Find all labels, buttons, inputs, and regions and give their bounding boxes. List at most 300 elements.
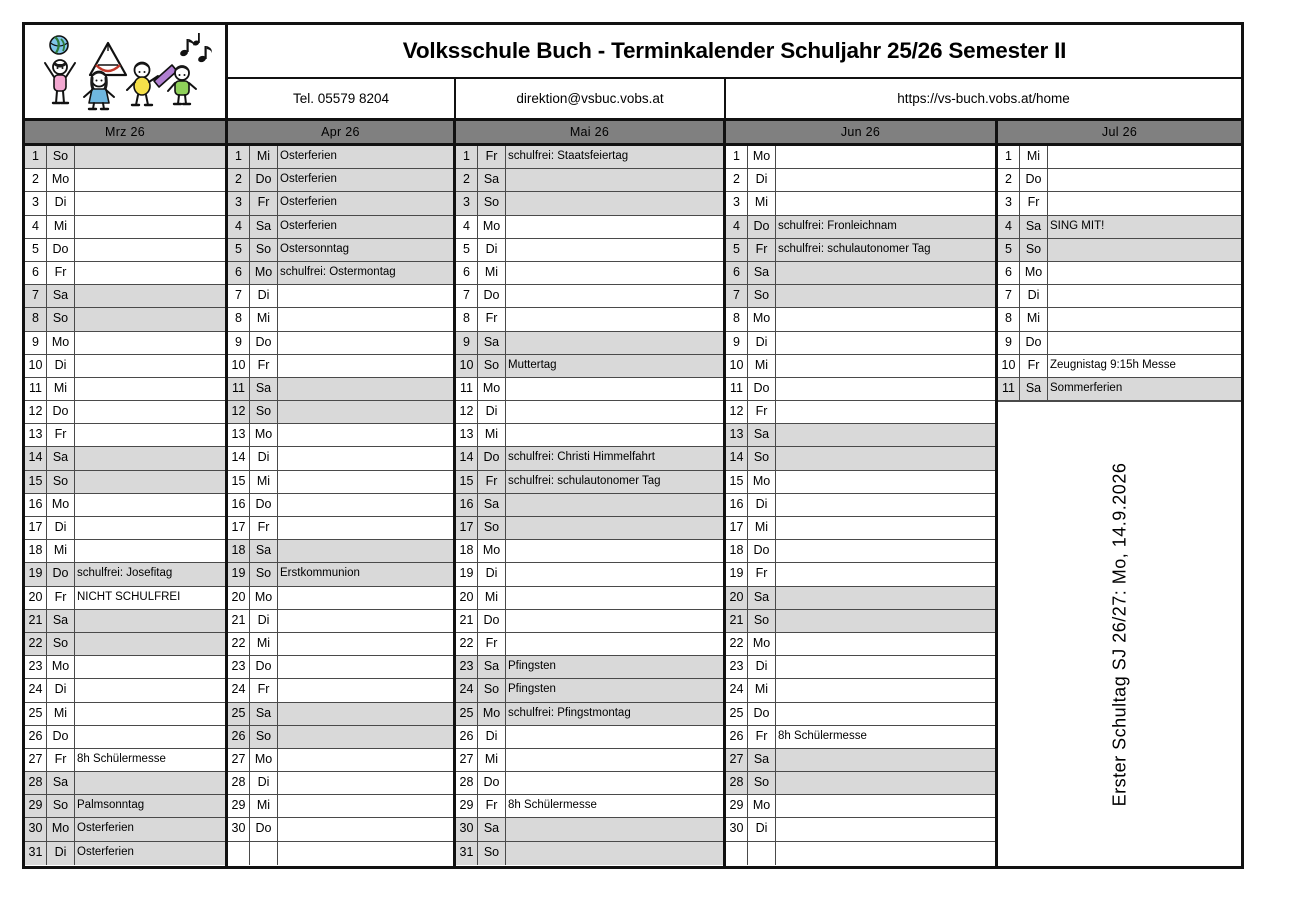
- day-note[interactable]: [506, 169, 723, 191]
- day-note[interactable]: [278, 749, 453, 771]
- day-note[interactable]: [75, 192, 225, 214]
- day-note[interactable]: [1048, 262, 1241, 284]
- day-row: [726, 494, 995, 517]
- day-note[interactable]: [776, 842, 995, 865]
- day-note[interactable]: [506, 610, 723, 632]
- day-note[interactable]: [75, 633, 225, 655]
- day-note[interactable]: Palmsonntag: [77, 799, 145, 812]
- day-note[interactable]: [278, 378, 453, 400]
- day-note[interactable]: [776, 401, 995, 423]
- day-row: [456, 726, 723, 749]
- day-note[interactable]: [776, 308, 995, 330]
- day-note[interactable]: Ostersonntag: [280, 242, 350, 255]
- day-number: 11: [456, 378, 478, 400]
- day-number: 10: [25, 355, 47, 377]
- day-number: 4: [228, 216, 250, 238]
- day-number: 8: [456, 308, 478, 330]
- weekday-label: Mo: [47, 656, 75, 678]
- day-note[interactable]: Pfingsten: [508, 683, 556, 696]
- weekday-label: Mo: [478, 378, 506, 400]
- day-note[interactable]: [776, 795, 995, 817]
- weekday-label: Do: [478, 772, 506, 794]
- day-note[interactable]: [776, 656, 995, 678]
- day-note[interactable]: 8h Schülermesse: [778, 729, 867, 742]
- weekday-label: Do: [250, 169, 278, 191]
- day-row: [456, 818, 723, 841]
- day-note[interactable]: [776, 192, 995, 214]
- day-note[interactable]: [278, 355, 453, 377]
- day-note[interactable]: [278, 772, 453, 794]
- day-note[interactable]: Osterferien: [280, 219, 337, 232]
- weekday-label: Do: [250, 494, 278, 516]
- day-number: 26: [726, 726, 748, 748]
- day-number: 31: [25, 842, 47, 865]
- day-note[interactable]: [75, 308, 225, 330]
- day-note[interactable]: Osterferien: [77, 845, 134, 858]
- day-number: 10: [456, 355, 478, 377]
- day-number: 24: [456, 679, 478, 701]
- day-note[interactable]: [278, 494, 453, 516]
- day-note[interactable]: [278, 656, 453, 678]
- weekday-label: Mo: [478, 216, 506, 238]
- day-note[interactable]: [506, 726, 723, 748]
- day-number: 28: [228, 772, 250, 794]
- weekday-label: Di: [748, 494, 776, 516]
- day-note[interactable]: [776, 540, 995, 562]
- day-row: [726, 726, 995, 749]
- day-row: [998, 285, 1241, 308]
- weekday-label: Sa: [1020, 378, 1048, 400]
- day-note[interactable]: schulfrei: Staatsfeiertag: [508, 150, 629, 162]
- day-number: 8: [726, 308, 748, 330]
- day-note[interactable]: [506, 818, 723, 840]
- day-note[interactable]: [776, 633, 995, 655]
- weekday-label: Mi: [250, 633, 278, 655]
- day-row: [228, 587, 453, 610]
- weekday-label: Sa: [748, 587, 776, 609]
- day-note[interactable]: [776, 169, 995, 191]
- day-number: 25: [228, 703, 250, 725]
- day-note[interactable]: Osterferien: [280, 196, 337, 209]
- day-note[interactable]: [75, 656, 225, 678]
- day-number: 30: [726, 818, 748, 840]
- weekday-label: Mi: [748, 517, 776, 539]
- day-note[interactable]: [506, 285, 723, 307]
- day-note[interactable]: [776, 494, 995, 516]
- day-row: [726, 424, 995, 447]
- day-note[interactable]: [278, 517, 453, 539]
- day-note[interactable]: Osterferien: [280, 173, 337, 186]
- weekday-label: Mo: [1020, 262, 1048, 284]
- day-row: [998, 216, 1241, 239]
- day-row: [228, 726, 453, 749]
- day-number: 13: [726, 424, 748, 446]
- day-row: [228, 656, 453, 679]
- day-note[interactable]: Sommerferien: [1050, 381, 1123, 394]
- day-row: [726, 679, 995, 702]
- day-row: [228, 795, 453, 818]
- day-note[interactable]: [75, 447, 225, 469]
- day-note[interactable]: [506, 772, 723, 794]
- day-row: [25, 703, 225, 726]
- day-number: 7: [998, 285, 1020, 307]
- day-note[interactable]: schulfrei: Ostermontag: [280, 265, 396, 278]
- day-note[interactable]: [1048, 332, 1241, 354]
- day-note[interactable]: [506, 262, 723, 284]
- weekday-label: Do: [250, 332, 278, 354]
- day-note[interactable]: SING MIT!: [1050, 219, 1105, 232]
- weekday-label: Sa: [250, 703, 278, 725]
- day-row: [25, 563, 225, 586]
- day-note[interactable]: [776, 703, 995, 725]
- day-note[interactable]: [75, 262, 225, 284]
- day-note[interactable]: [75, 424, 225, 446]
- day-row: [998, 146, 1241, 169]
- day-number: 14: [726, 447, 748, 469]
- day-number: 26: [25, 726, 47, 748]
- first-school-day-note: Erster Schultag SJ 26/27: Mo, 14.9.2026: [1109, 462, 1130, 806]
- weekday-label: Fr: [250, 679, 278, 701]
- day-note[interactable]: [776, 447, 995, 469]
- day-note[interactable]: [278, 587, 453, 609]
- day-note[interactable]: schulfrei: schulautonomer Tag: [508, 474, 661, 487]
- day-note[interactable]: [1048, 192, 1241, 214]
- day-note[interactable]: [506, 401, 723, 423]
- day-note[interactable]: [75, 285, 225, 307]
- day-note[interactable]: [278, 332, 453, 354]
- day-number: 21: [726, 610, 748, 632]
- day-note[interactable]: [75, 494, 225, 516]
- weekday-label: Sa: [250, 216, 278, 238]
- day-note[interactable]: [506, 842, 723, 865]
- day-note[interactable]: [506, 494, 723, 516]
- day-note[interactable]: [1048, 169, 1241, 191]
- day-number: 6: [998, 262, 1020, 284]
- weekday-label: Di: [250, 447, 278, 469]
- day-note[interactable]: [506, 378, 723, 400]
- day-row: [726, 192, 995, 215]
- day-row: [456, 610, 723, 633]
- day-note[interactable]: [506, 216, 723, 238]
- day-row: [228, 818, 453, 841]
- day-note[interactable]: [776, 262, 995, 284]
- weekday-label: Sa: [1020, 216, 1048, 238]
- day-note[interactable]: [278, 726, 453, 748]
- day-row: [998, 355, 1241, 378]
- month-column-jun: [726, 146, 998, 866]
- day-row: [726, 587, 995, 610]
- weekday-label: Di: [748, 169, 776, 191]
- weekday-label: Do: [47, 401, 75, 423]
- day-note[interactable]: Erstkommunion: [280, 567, 360, 580]
- month-header-apr: Apr 26: [228, 121, 456, 143]
- day-row: [25, 378, 225, 401]
- calendar-frame: [22, 22, 1244, 869]
- weekday-label: Do: [748, 540, 776, 562]
- day-note[interactable]: [75, 169, 225, 191]
- day-number: 7: [228, 285, 250, 307]
- day-row: [456, 842, 723, 865]
- day-note[interactable]: [278, 424, 453, 446]
- weekday-label: Do: [47, 726, 75, 748]
- day-row: [726, 471, 995, 494]
- weekday-label: [250, 842, 278, 865]
- day-note[interactable]: [278, 703, 453, 725]
- day-row: [456, 656, 723, 679]
- day-note[interactable]: [776, 424, 995, 446]
- day-row: [726, 285, 995, 308]
- day-note[interactable]: [278, 401, 453, 423]
- day-note[interactable]: Pfingsten: [508, 660, 556, 673]
- day-note[interactable]: schulfrei: Fronleichnam: [778, 219, 897, 232]
- day-row: [228, 192, 453, 215]
- day-number: 23: [726, 656, 748, 678]
- day-note[interactable]: [506, 308, 723, 330]
- day-note[interactable]: [506, 633, 723, 655]
- weekday-label: Mo: [250, 587, 278, 609]
- day-note[interactable]: [75, 216, 225, 238]
- day-row: [25, 610, 225, 633]
- day-row: [456, 494, 723, 517]
- day-note[interactable]: [776, 332, 995, 354]
- day-note[interactable]: [1048, 285, 1241, 307]
- day-note[interactable]: [75, 378, 225, 400]
- day-number: 8: [998, 308, 1020, 330]
- day-note[interactable]: [75, 679, 225, 701]
- email-address[interactable]: direktion@vsbuc.vobs.at: [456, 79, 726, 118]
- day-note[interactable]: [776, 355, 995, 377]
- day-note[interactable]: schulfrei: schulautonomer Tag: [778, 242, 931, 255]
- weekday-label: Fr: [47, 749, 75, 771]
- day-row: [228, 842, 453, 865]
- day-row: [998, 239, 1241, 262]
- day-note[interactable]: [75, 726, 225, 748]
- day-note[interactable]: [776, 610, 995, 632]
- day-row: [228, 169, 453, 192]
- day-number: 1: [456, 146, 478, 168]
- day-row: [25, 540, 225, 563]
- day-number: 30: [228, 818, 250, 840]
- day-row: [726, 818, 995, 841]
- day-note[interactable]: [506, 239, 723, 261]
- day-number: 26: [456, 726, 478, 748]
- day-note[interactable]: [278, 610, 453, 632]
- day-note[interactable]: [278, 447, 453, 469]
- day-note[interactable]: [278, 308, 453, 330]
- day-number: 11: [998, 378, 1020, 400]
- day-note[interactable]: Muttertag: [508, 358, 557, 371]
- day-note[interactable]: [75, 401, 225, 423]
- day-note[interactable]: [278, 795, 453, 817]
- weekday-label: Mo: [748, 795, 776, 817]
- day-note[interactable]: [278, 285, 453, 307]
- day-note[interactable]: [506, 517, 723, 539]
- weekday-label: Mi: [47, 540, 75, 562]
- day-row: [456, 703, 723, 726]
- day-note[interactable]: [75, 332, 225, 354]
- weekday-label: So: [478, 192, 506, 214]
- day-note[interactable]: [776, 471, 995, 493]
- day-row: [456, 795, 723, 818]
- day-number: [228, 842, 250, 865]
- day-row: [726, 795, 995, 818]
- weekday-label: Mi: [250, 308, 278, 330]
- weekday-label: Fr: [748, 401, 776, 423]
- day-note[interactable]: [278, 633, 453, 655]
- day-row: [998, 308, 1241, 331]
- day-note[interactable]: [776, 749, 995, 771]
- day-note[interactable]: [75, 517, 225, 539]
- day-note[interactable]: [1048, 308, 1241, 330]
- day-number: 20: [25, 587, 47, 609]
- day-row: [228, 239, 453, 262]
- weekday-label: Sa: [250, 540, 278, 562]
- day-note[interactable]: [776, 772, 995, 794]
- day-number: 22: [726, 633, 748, 655]
- day-note[interactable]: [1048, 239, 1241, 261]
- weekday-label: So: [250, 726, 278, 748]
- day-note[interactable]: schulfrei: Josefitag: [77, 567, 173, 580]
- day-number: 13: [456, 424, 478, 446]
- weekday-label: Di: [250, 610, 278, 632]
- day-note[interactable]: [278, 679, 453, 701]
- day-note[interactable]: [506, 332, 723, 354]
- day-number: 5: [25, 239, 47, 261]
- day-note[interactable]: [278, 540, 453, 562]
- day-row: [228, 610, 453, 633]
- month-header-mrz: Mrz 26: [25, 121, 228, 143]
- day-row: [25, 633, 225, 656]
- day-note[interactable]: [776, 378, 995, 400]
- day-note[interactable]: [506, 192, 723, 214]
- day-note[interactable]: [278, 471, 453, 493]
- weekday-label: Fr: [478, 308, 506, 330]
- day-note[interactable]: [776, 818, 995, 840]
- day-number: 5: [726, 239, 748, 261]
- day-row: [998, 192, 1241, 215]
- weekday-label: Mo: [47, 169, 75, 191]
- day-number: 26: [228, 726, 250, 748]
- day-note[interactable]: [75, 239, 225, 261]
- weekday-label: Fr: [1020, 355, 1048, 377]
- day-note[interactable]: [75, 146, 225, 168]
- day-number: 23: [25, 656, 47, 678]
- weekday-label: So: [250, 563, 278, 585]
- weekday-label: Mi: [250, 471, 278, 493]
- day-note[interactable]: [75, 471, 225, 493]
- day-note[interactable]: Osterferien: [280, 150, 337, 162]
- day-note[interactable]: [776, 563, 995, 585]
- day-note[interactable]: [776, 146, 995, 168]
- day-note[interactable]: 8h Schülermesse: [508, 799, 597, 812]
- day-number: 2: [726, 169, 748, 191]
- day-note[interactable]: [776, 679, 995, 701]
- weekday-label: Mo: [47, 332, 75, 354]
- month-column-mrz: [25, 146, 228, 866]
- weekday-label: Mi: [1020, 308, 1048, 330]
- day-note[interactable]: Zeugnistag 9:15h Messe: [1050, 358, 1176, 371]
- day-row: [25, 447, 225, 470]
- day-row: [228, 355, 453, 378]
- school-children-logo: [25, 25, 228, 118]
- day-number: 8: [25, 308, 47, 330]
- day-note[interactable]: [278, 818, 453, 840]
- weekday-label: Mi: [478, 749, 506, 771]
- weekday-label: Sa: [47, 772, 75, 794]
- weekday-label: Fr: [250, 355, 278, 377]
- day-note[interactable]: NICHT SCHULFREI: [77, 590, 181, 603]
- day-note[interactable]: [75, 610, 225, 632]
- weekday-label: So: [748, 772, 776, 794]
- day-note[interactable]: [506, 563, 723, 585]
- day-number: 13: [25, 424, 47, 446]
- day-number: 3: [456, 192, 478, 214]
- day-row: [726, 610, 995, 633]
- day-note[interactable]: [75, 355, 225, 377]
- day-note[interactable]: schulfrei: Pfingstmontag: [508, 706, 631, 719]
- weekday-label: Do: [478, 285, 506, 307]
- day-note[interactable]: [1048, 146, 1241, 168]
- day-row: [456, 285, 723, 308]
- weekday-label: Mi: [47, 378, 75, 400]
- day-note[interactable]: [75, 703, 225, 725]
- weekday-label: Di: [748, 332, 776, 354]
- day-number: 31: [456, 842, 478, 865]
- day-row: [726, 447, 995, 470]
- day-row: [25, 146, 225, 169]
- weekday-label: Fr: [47, 262, 75, 284]
- day-note[interactable]: Osterferien: [77, 822, 134, 835]
- month-column-apr: [228, 146, 456, 866]
- day-note[interactable]: [776, 517, 995, 539]
- day-note[interactable]: 8h Schülermesse: [77, 752, 166, 765]
- day-note[interactable]: [776, 285, 995, 307]
- day-number: 24: [726, 679, 748, 701]
- weekday-label: Di: [478, 563, 506, 585]
- weekday-label: Mo: [250, 424, 278, 446]
- day-note[interactable]: [506, 587, 723, 609]
- weekday-label: Sa: [478, 656, 506, 678]
- day-row: [228, 563, 453, 586]
- day-row: [456, 216, 723, 239]
- day-note[interactable]: [506, 424, 723, 446]
- day-note[interactable]: [278, 842, 453, 865]
- day-row: [456, 239, 723, 262]
- day-note[interactable]: [776, 587, 995, 609]
- website-link[interactable]: https://vs-buch.vobs.at/home: [897, 91, 1070, 106]
- day-number: 20: [726, 587, 748, 609]
- day-number: 22: [456, 633, 478, 655]
- day-row: [228, 540, 453, 563]
- day-row: [456, 332, 723, 355]
- weekday-label: Mo: [478, 703, 506, 725]
- day-note[interactable]: [506, 749, 723, 771]
- day-note[interactable]: schulfrei: Christi Himmelfahrt: [508, 451, 655, 464]
- day-note[interactable]: [506, 540, 723, 562]
- weekday-label: Mi: [47, 703, 75, 725]
- weekday-label: Fr: [748, 239, 776, 261]
- day-note[interactable]: [75, 772, 225, 794]
- weekday-label: Di: [1020, 285, 1048, 307]
- day-number: 6: [228, 262, 250, 284]
- weekday-label: Mo: [250, 749, 278, 771]
- day-note[interactable]: [75, 540, 225, 562]
- logo-drawing: [32, 31, 218, 113]
- day-row: [726, 563, 995, 586]
- day-number: 10: [228, 355, 250, 377]
- day-number: 15: [456, 471, 478, 493]
- day-number: 4: [726, 216, 748, 238]
